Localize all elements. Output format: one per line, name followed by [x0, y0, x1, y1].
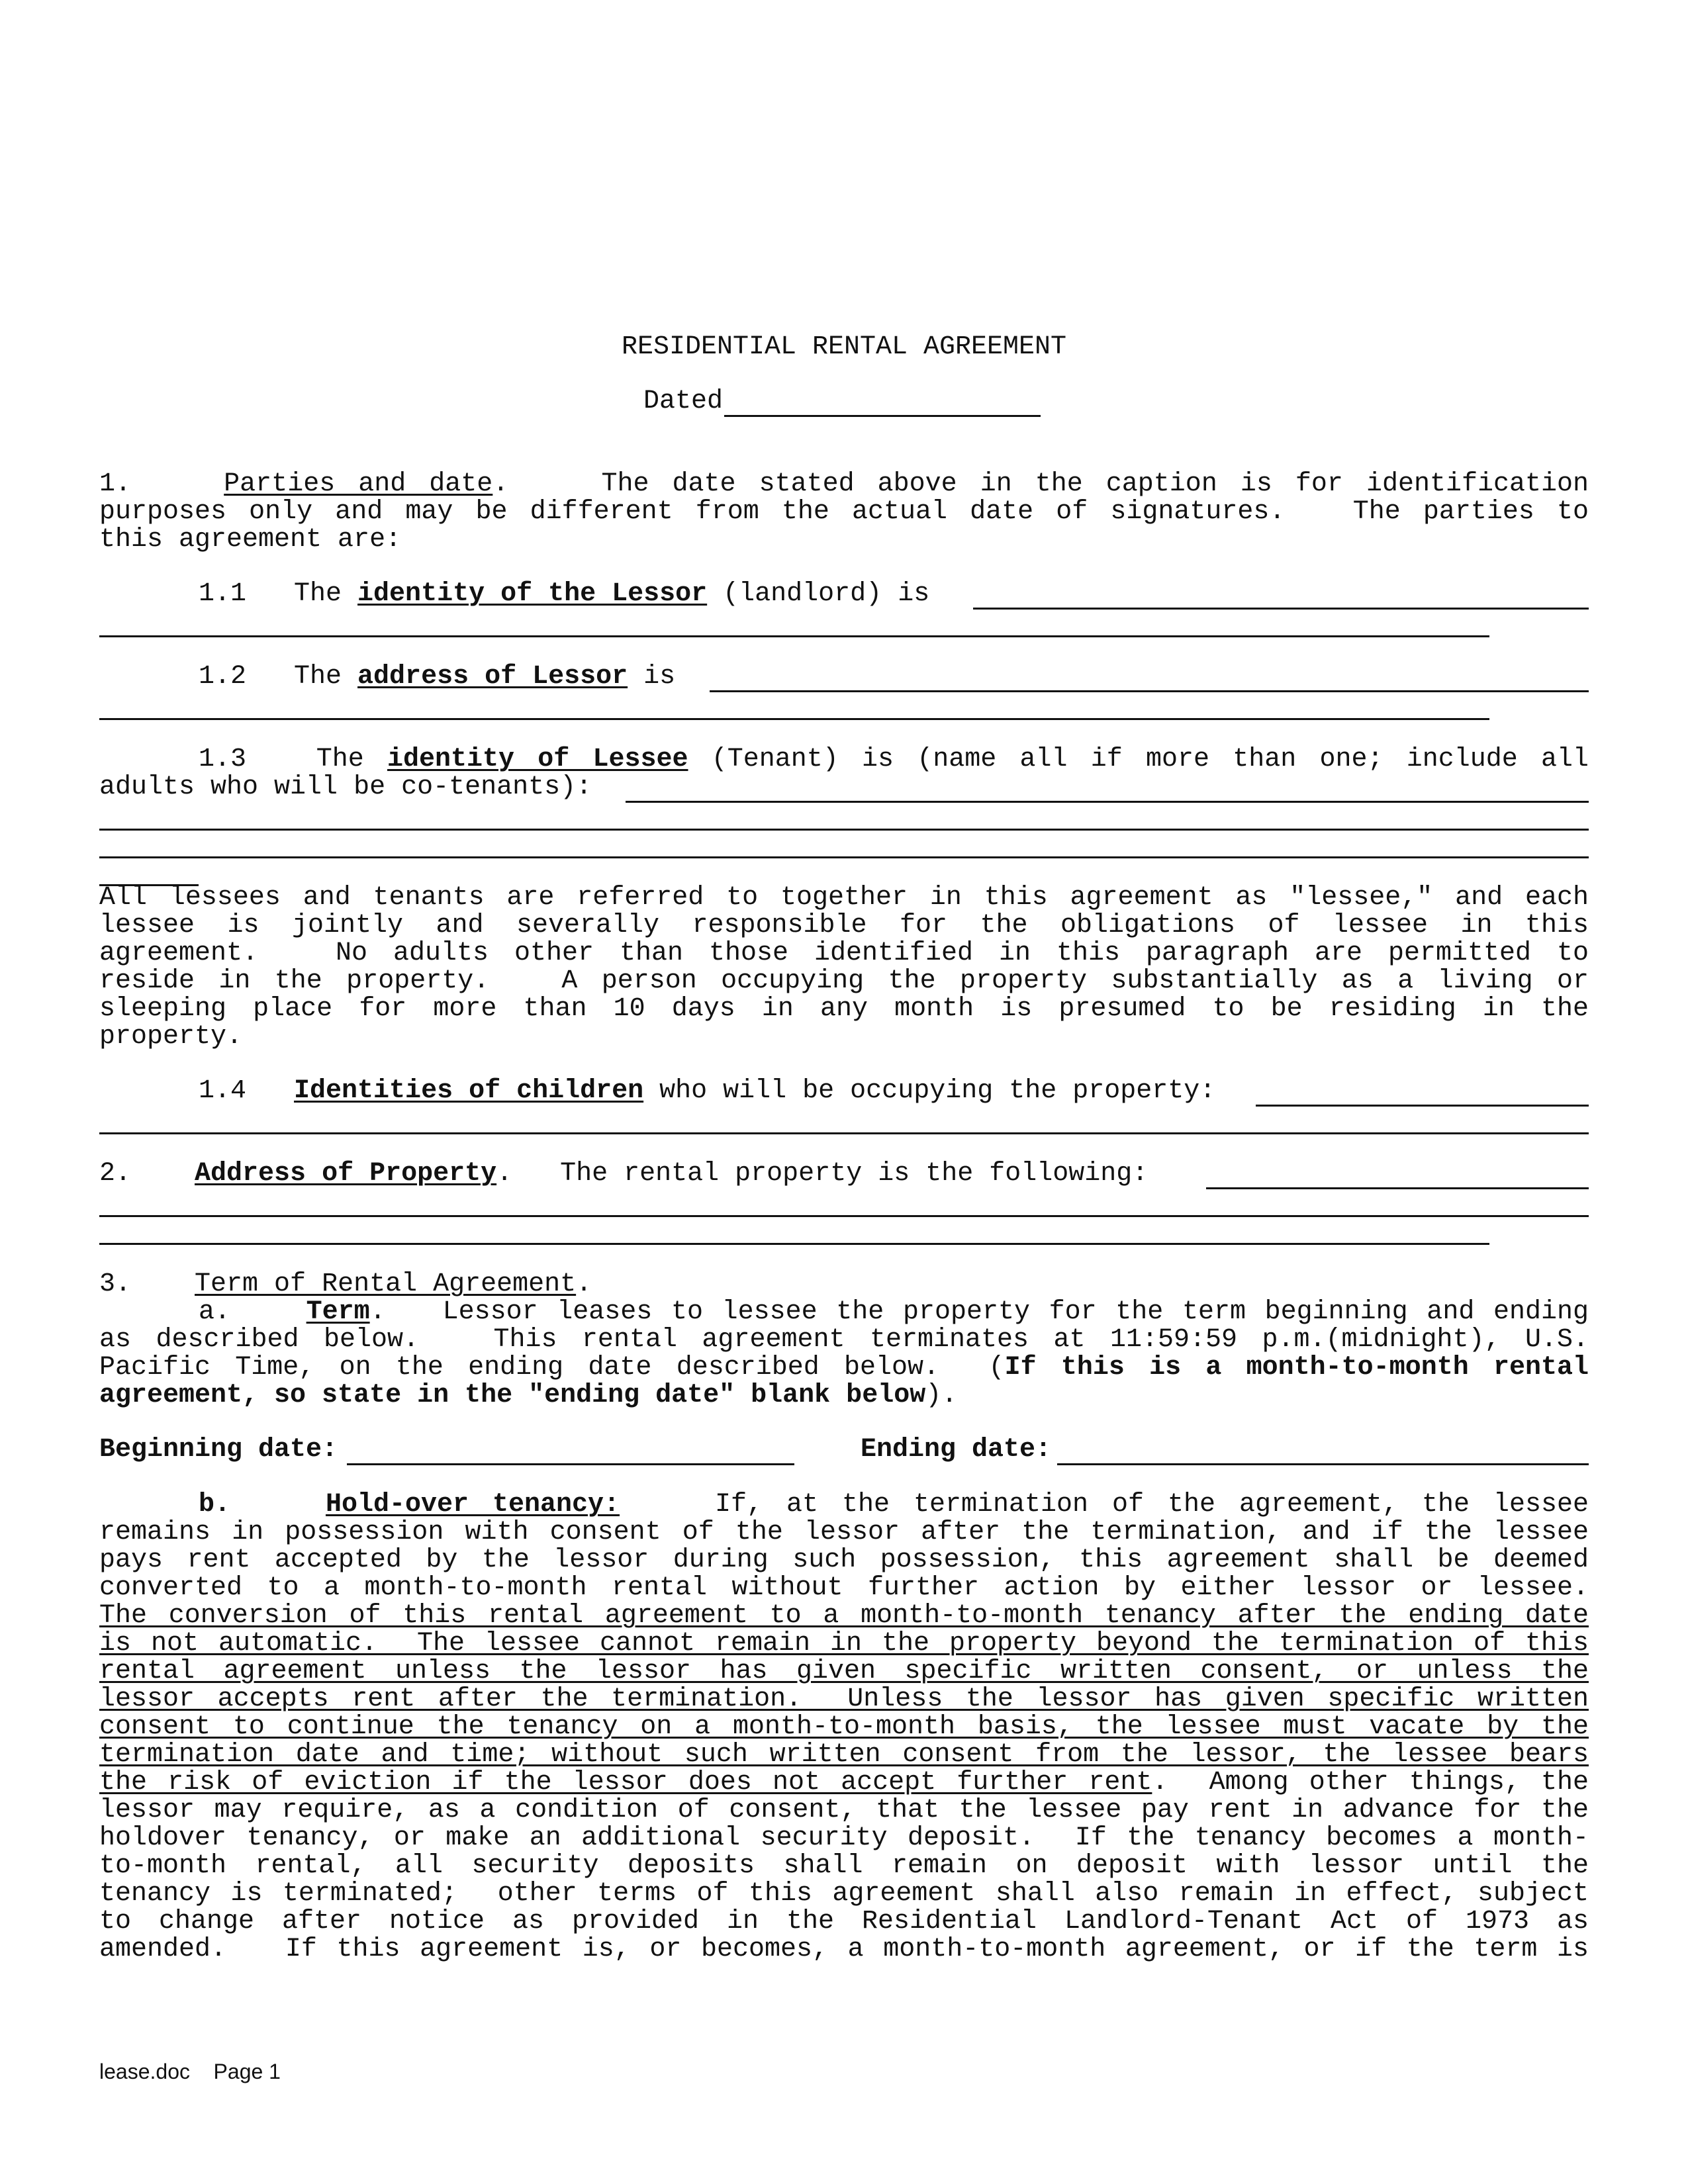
term-line-4-end: ).	[925, 1381, 958, 1410]
holdover-underlined-1: The conversion of this rental agreement to a month-to-month tenancy after the ending date	[99, 1601, 1589, 1631]
ending-date-label: Ending date:	[861, 1435, 1052, 1465]
holdover-tail-6: amended. If this agreement is, or becomes, a month-to-month agreement, or if the term is	[99, 1934, 1589, 1964]
term-label-a: a.	[199, 1297, 231, 1327]
term-line-3-text: Pacific Time, on the ending date described below. (	[99, 1353, 1005, 1383]
lessor-address-label: address of Lessor	[357, 662, 628, 692]
term-line-1	[199, 1298, 1589, 1327]
ending-date-blank[interactable]	[1057, 1463, 1589, 1465]
section-1-heading: Parties and date	[224, 469, 493, 499]
section-3-heading-line	[99, 1270, 592, 1299]
holdover-mixed-rest: . Among other things, the	[1152, 1768, 1589, 1797]
children-label: Identities of children	[294, 1076, 644, 1106]
lessees-para-line-2: lessee is jointly and severally responsible for the obligations of lessee in this	[99, 911, 1589, 940]
lessee-identity-blank-2[interactable]	[99, 829, 1589, 831]
lessees-para-line-3: agreement. No adults other than those identified in this paragraph are permitted to	[99, 938, 1589, 968]
holdover-line-2: remains in possession with consent of the lessor after the termination, and if the lessee	[99, 1518, 1589, 1547]
term-line-4-bold: agreement, so state in the "ending date" blank below	[99, 1381, 926, 1410]
lessor-identity-label: identity of the Lessor	[357, 579, 708, 609]
holdover-mixed-line	[99, 1768, 1589, 1797]
footer-filename: lease.doc	[99, 2060, 190, 2083]
children-blank-2[interactable]	[99, 1132, 1589, 1134]
item-1-1-pre: The	[294, 579, 358, 609]
property-address-blank-2[interactable]	[99, 1215, 1589, 1217]
section-1-line-1	[99, 470, 1589, 499]
beginning-date-blank[interactable]	[347, 1463, 794, 1465]
holdover-text: If, at the termination of the agreement, the lessee	[620, 1490, 1589, 1520]
item-1-4	[199, 1077, 1215, 1106]
page-footer	[99, 2060, 281, 2084]
holdover-label-b: b.	[199, 1490, 231, 1520]
holdover-tail-4: tenancy is terminated; other terms of this agreement shall also remain in effect, subject	[99, 1879, 1589, 1909]
holdover-underlined-6: termination date and time; without such written consent from the lessor, the lessee bears	[99, 1740, 1589, 1770]
dated-blank[interactable]	[724, 415, 1041, 417]
term-text: . Lessor leases to lessee the property for the term beginning and ending	[369, 1297, 1589, 1327]
holdover-heading: Hold-over tenancy:	[325, 1490, 620, 1520]
term-line-3	[99, 1353, 1589, 1383]
holdover-tail-3: to-month rental, all security deposits shall remain on deposit with lessor until the	[99, 1851, 1589, 1881]
holdover-underlined-5: consent to continue the tenancy on a month-to-month basis, the lessee must vacate by the	[99, 1712, 1589, 1742]
lessees-para-line-6: property.	[99, 1022, 243, 1052]
holdover-line-1	[199, 1490, 1589, 1520]
section-3-number: 3.	[99, 1269, 132, 1299]
holdover-underlined-3: rental agreement unless the lessor has given specific written consent, or unless the	[99, 1657, 1589, 1686]
lessor-identity-blank-1[interactable]	[973, 608, 1589, 610]
term-line-4	[99, 1381, 1589, 1410]
holdover-underlined-4: lessor accepts rent after the termination. Unless the lessor has given specific written	[99, 1684, 1589, 1714]
lessees-para-line-5: sleeping place for more than 10 days in any month is presumed to be residing in the	[99, 994, 1589, 1024]
section-1-line-2: purposes only and may be different from the actual date of signatures. The parties to	[99, 497, 1589, 527]
item-1-3	[199, 745, 1589, 774]
holdover-line-3: pays rent accepted by the lessor during such possession, this agreement shall be deemed	[99, 1545, 1589, 1575]
item-1-1-number: 1.1	[199, 579, 247, 609]
property-address-blank-3[interactable]	[99, 1243, 1489, 1245]
item-1-4-number: 1.4	[199, 1076, 247, 1106]
section-1-text: . The date stated above in the caption is for identification	[492, 469, 1589, 499]
lessee-identity-blank-3[interactable]	[99, 856, 1589, 858]
lessees-para-line-1: All lessees and tenants are referred to together in this agreement as "lessee," and each	[99, 883, 1589, 913]
item-1-4-post: who will be occupying the property:	[643, 1076, 1216, 1106]
lessor-address-blank-2[interactable]	[99, 718, 1489, 720]
lessor-identity-blank-2[interactable]	[99, 635, 1489, 637]
holdover-tail-1: lessor may require, as a condition of consent, that the lessee pay rent in advance for the	[99, 1796, 1589, 1825]
lessor-address-blank-1[interactable]	[710, 690, 1589, 692]
item-1-2-post: is	[628, 662, 676, 692]
lessees-para-line-4: reside in the property. A person occupying the property substantially as a living or	[99, 966, 1589, 996]
dated-label: Dated	[643, 387, 724, 416]
item-1-1	[199, 580, 929, 609]
section-3-heading: Term of Rental Agreement	[195, 1269, 577, 1299]
holdover-mixed-underlined: the risk of eviction if the lessor does not accept further rent	[99, 1768, 1152, 1797]
lessee-identity-label: identity of Lessee	[387, 745, 688, 774]
term-line-2: as described below. This rental agreement terminates at 11:59:59 p.m.(midnight), U.S.	[99, 1325, 1589, 1355]
term-line-3-bold: If this is a month-to-month rental	[1004, 1353, 1589, 1383]
holdover-tail-5: to change after notice as provided in the Residential Landlord-Tenant Act of 1973 as	[99, 1907, 1589, 1936]
item-1-2-pre: The	[294, 662, 358, 692]
section-1-line-3: this agreement are:	[99, 525, 402, 555]
holdover-underlined-2: is not automatic. The lessee cannot remain in the property beyond the termination of this	[99, 1629, 1589, 1659]
section-1-number: 1.	[99, 469, 132, 499]
children-blank-1[interactable]	[1256, 1105, 1589, 1107]
section-2	[99, 1160, 1148, 1189]
term-heading: Term	[306, 1297, 370, 1327]
section-2-text: . The rental property is the following:	[496, 1159, 1149, 1189]
lessee-identity-blank-1[interactable]	[626, 801, 1589, 803]
section-2-number: 2.	[99, 1159, 132, 1189]
section-3-heading-end: .	[576, 1269, 592, 1299]
holdover-tail-2: holdover tenancy, or make an additional security deposit. If the tenancy becomes a month-	[99, 1823, 1589, 1853]
property-address-blank-1[interactable]	[1206, 1187, 1589, 1189]
item-1-3-number: 1.3	[199, 745, 247, 774]
beginning-date-label: Beginning date:	[99, 1435, 338, 1465]
item-1-2	[199, 662, 675, 692]
holdover-line-4: converted to a month-to-month rental without further action by either lessor or lessee.	[99, 1573, 1589, 1603]
item-1-3-post: (Tenant) is (name all if more than one; include all	[688, 745, 1589, 774]
document-title: RESIDENTIAL RENTAL AGREEMENT	[621, 332, 1067, 362]
item-1-1-post: (landlord) is	[707, 579, 930, 609]
item-1-2-number: 1.2	[199, 662, 247, 692]
item-1-3-line-2: adults who will be co-tenants):	[99, 772, 592, 802]
footer-page-number: Page 1	[213, 2060, 281, 2083]
property-address-label: Address of Property	[195, 1159, 497, 1189]
item-1-3-pre: The	[316, 745, 387, 774]
